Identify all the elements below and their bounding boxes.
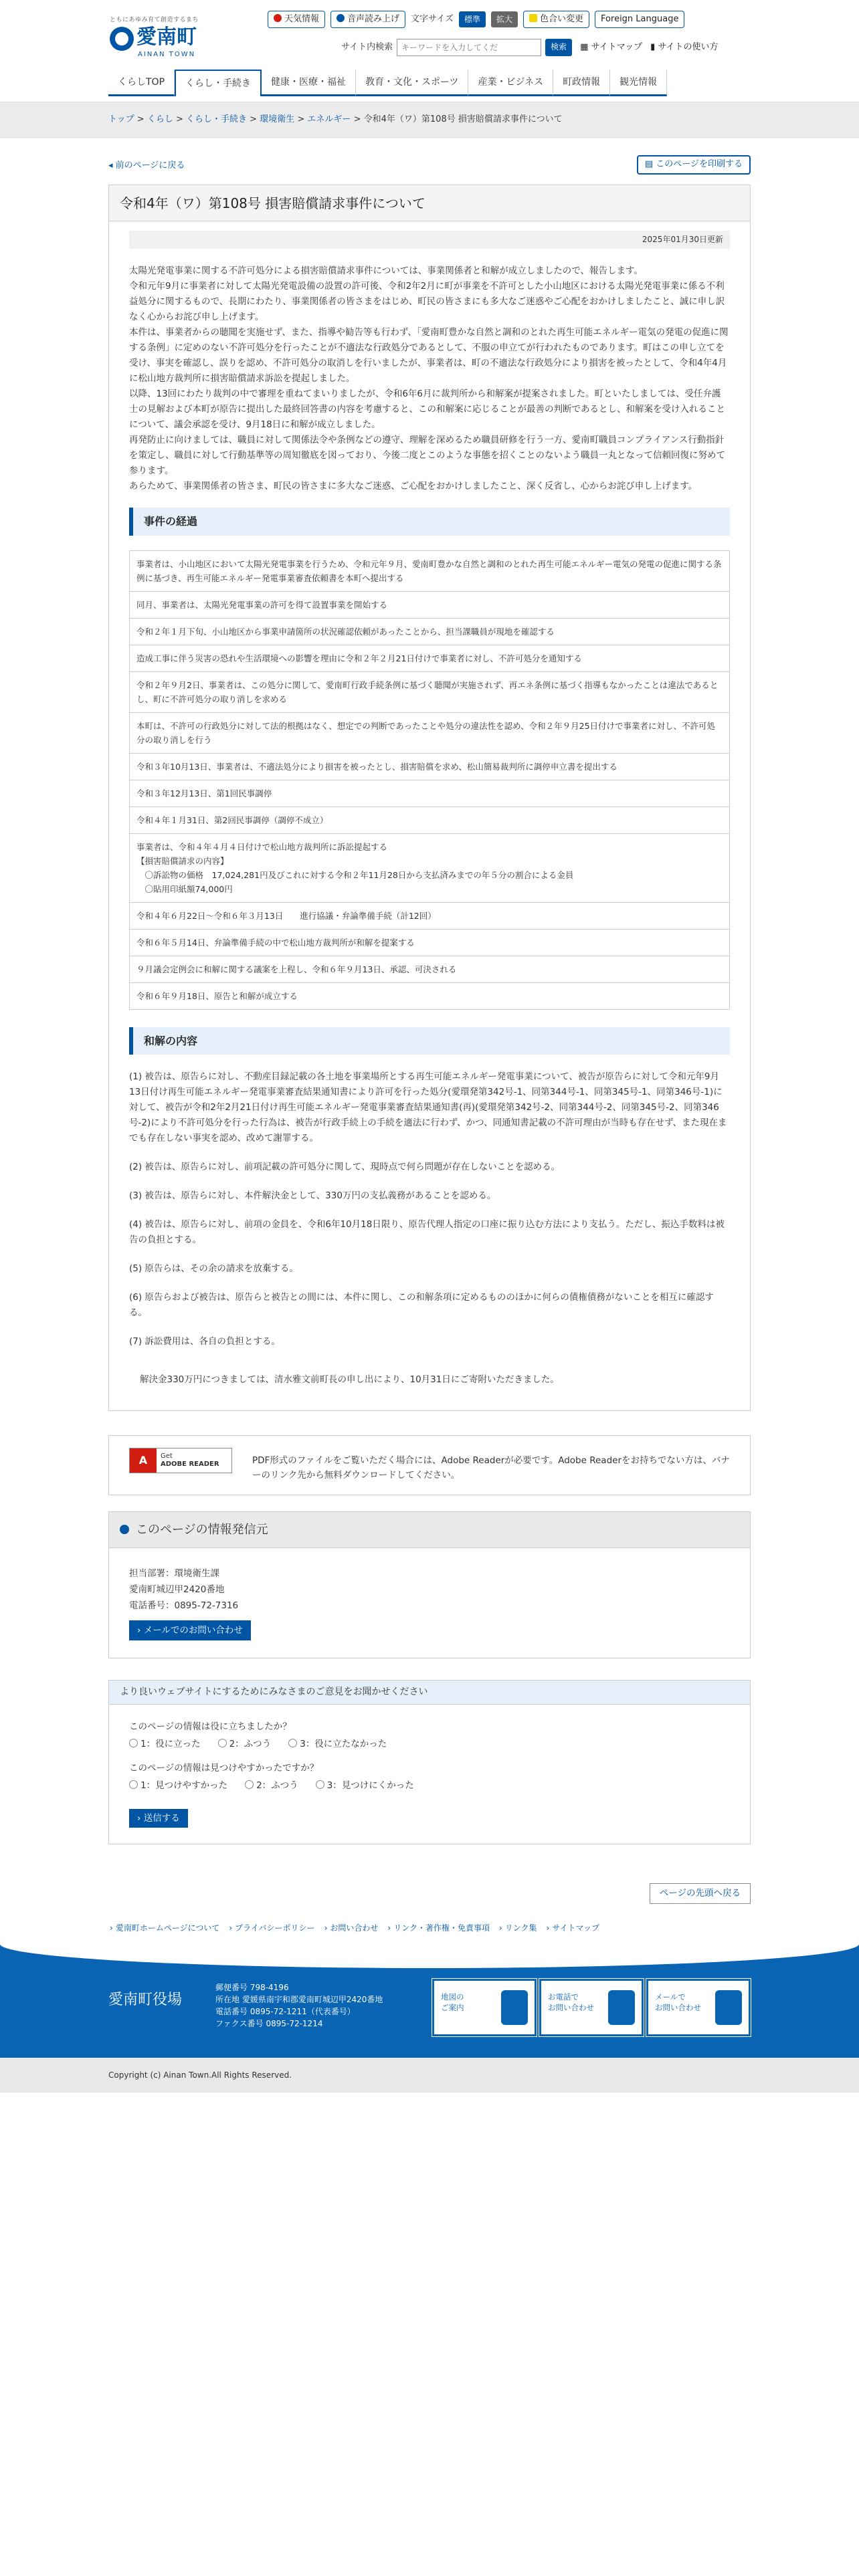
page-tools: [108, 138, 751, 185]
table-row: [130, 807, 730, 833]
howto-link[interactable]: ▮ サイトの使い方: [650, 41, 719, 52]
breadcrumb-sep: >: [175, 114, 183, 124]
breadcrumb-current: 令和4年（ワ）第108号 損害賠償請求事件について: [363, 114, 563, 124]
font-normal-button[interactable]: 標準: [459, 11, 486, 27]
prev-page-link[interactable]: ◂ 前のページに戻る: [108, 160, 185, 171]
footer-link-about[interactable]: › 愛南町ホームページについて: [110, 1922, 219, 1935]
footer-zip: 郵便番号 798-4196: [215, 1982, 289, 1992]
breadcrumb-sep: >: [297, 114, 305, 124]
q2-radio-1[interactable]: 1：見つけやすかった: [129, 1778, 227, 1793]
table-cell: 令和３年10月13日、事業者は、不適法処分により損害を被ったとし、損害賠償を求め、松山簡易裁判所に調停申立書を提出する: [130, 753, 730, 780]
read-aloud-button[interactable]: 音声読み上げ: [330, 11, 405, 28]
printer-icon: ▤: [644, 159, 656, 169]
intro-text: [129, 263, 730, 494]
table-row: [130, 982, 730, 1009]
table-cell: 本町は、不許可の行政処分に対して法的根拠はなく、想定での判断であったことや処分の違法性を認め、令和２年９月25日付けで事業者に対し、不許可処分の取り消しを行う: [130, 712, 730, 753]
logo-catch: ともにあゆみ育て創造するまち: [110, 17, 199, 23]
footer-address: [215, 1981, 383, 2030]
info-dept: 担当部署：環境衛生課: [129, 1568, 219, 1580]
font-large-button[interactable]: 拡大: [491, 11, 518, 27]
gnav-industry[interactable]: 産業・ビジネス: [468, 70, 553, 96]
term-item: (7) 訴訟費用は、各自の負担とする。: [129, 1336, 280, 1348]
q1-radio-2[interactable]: 2：ふつう: [218, 1737, 272, 1751]
breadcrumb-kankyo[interactable]: 環境衛生: [260, 114, 295, 124]
table-cell: 令和６年５月14日、弁論準備手続の中で松山地方裁判所が和解を提案する: [130, 929, 730, 956]
q2-radio-2[interactable]: 2：ふつう: [245, 1778, 298, 1793]
table-row: [130, 902, 730, 929]
breadcrumb-sep: >: [250, 114, 258, 124]
logo-name: 愛南町: [136, 25, 197, 49]
table-cell: 造成工事に伴う災害の恐れや生活環境への影響を理由に令和２年２月21日付けで事業者に対し、不許可処分を通知する: [130, 645, 730, 671]
timeline-heading: 事件の経過: [129, 508, 730, 536]
footer-tel: 電話番号 0895-72-1211（代表番号）: [215, 2006, 355, 2016]
breadcrumb-sep: >: [136, 114, 145, 124]
table-cell: 令和２年１月下旬、小山地区から事業申請箇所の状況確認依頼があったことから、担当課職員が現地を確認する: [130, 618, 730, 645]
phone-icon: [608, 1990, 635, 2025]
gnav-education[interactable]: 教育・文化・スポーツ: [356, 70, 468, 96]
terms-heading: 和解の内容: [129, 1027, 730, 1055]
term-item: (1) 被告は、原告らに対し、不動産目録記載の各土地を事業場所とする再生可能エネルギー発電事業について、被告が原告らに対して令和元年9月13日付け再生可能エネルギー発電事業審査結果通知書により許可を行った処分(愛環発第342号-1、同第344号-1、同第345号-1、同第346号-1)に対して、被告が令和2年2月21日付け再生可能エネルギー発電事業審査結果通知書(再)(愛環発第342号-2、同第344号-2、同第345号-2、同第346号-2)により不許可処分を行った行為は、被告が行政手続上の手続を適法に行わず、かつ、同通知書記載の不許可理由が当時も存在せず、また現在までも存在しない事実を認め、改めて謝罪する。: [129, 1071, 727, 1144]
footer-links: [108, 1922, 751, 1935]
table-cell: 事業者は、小山地区において太陽光発電事業を行うため、令和元年９月、愛南町豊かな自然と調和のとれた再生可能エネルギー電気の発電の促進に関する条例に基づき、再生可能エネルギー発電事業審査依頼書を本町へ提出する: [130, 550, 730, 591]
table-row: [130, 591, 730, 618]
sitemap-link[interactable]: ▦ サイトマップ: [580, 41, 643, 52]
terms-text: [129, 1069, 730, 1388]
adobe-icon: A: [130, 1448, 157, 1473]
table-cell: 同月、事業者は、太陽光発電事業の許可を得て設置事業を開始する: [130, 591, 730, 618]
chevron-right-icon: ›: [137, 1625, 144, 1636]
timeline-table: [129, 550, 730, 1010]
table-cell: 令和４年１月31日、第2回民事調停（調停不成立）: [130, 807, 730, 833]
table-cell: 令和２年９月2日、事業者は、この処分に関して、愛南町行政手続条例に基づく聴聞が実施されず、再エネ条例に基づく指導もなかったことは違法であるとし、町に不許可処分の取り消しを求める: [130, 671, 730, 712]
footer-link-copyright[interactable]: › リンク・著作権・免責事項: [387, 1922, 490, 1935]
foreign-language-button[interactable]: Foreign Language: [595, 11, 684, 28]
table-row: [130, 550, 730, 591]
intro-paragraph: 再発防止に向けましては、職員に対して関係法令や条例などの遵守、理解を深めるため職員研修を行う一方、愛南町職員コンプライアンス行動指針を策定し、職員に対して行動基準等の周知徹底を図っており、今後二度とこのような事態を招くことのないよう職員一丸となって信頼回復に努めて参ります。: [129, 435, 725, 477]
update-date: 2025年01月30日更新: [129, 231, 730, 249]
table-row: [130, 929, 730, 956]
back-arrow-icon: ◂: [108, 160, 116, 171]
global-nav: [108, 70, 751, 96]
page-title: 令和4年（ワ）第108号 損害賠償請求事件について: [109, 185, 750, 221]
terms-note: 解決金330万円につきましては、清水雅文前町長の申し出により、10月31日にご寄附いただきました。: [140, 1374, 559, 1386]
footer-buttons: [432, 1979, 751, 2036]
site-header: [108, 0, 751, 89]
info-heading: このページの情報発信元: [109, 1512, 750, 1548]
table-row: [130, 833, 730, 902]
survey-q1-options: [129, 1737, 730, 1751]
breadcrumb-tetsuduki[interactable]: くらし・手続き: [186, 114, 248, 124]
footer-location: 所在地 愛媛県南宇和郡愛南町城辺甲2420番地: [215, 1994, 383, 2004]
table-cell: ９月議会定例会に和解に関する議案を上程し、令和６年９月13日、承認、可決される: [130, 956, 730, 982]
intro-paragraph: 令和元年9月に事業者に対して太陽光発電設備の設置の許可後、令和2年2月に町が事業を不許可とした小山地区における太陽光発電事業に係る不利益処分に関するもので、長期にわたり、事業関係者の皆さまをはじめ、町民の皆さまにも多大なご迷惑やご心配をおかけしましたこと、誠に申し訳なく心からお詫び申し上げます。: [129, 281, 725, 323]
bullet-icon: [120, 1525, 129, 1534]
chevron-right-icon: ›: [137, 1812, 144, 1824]
footer-fax: ファクス番号 0895-72-1214: [215, 2018, 323, 2028]
info-tel: 電話番号：0895-72-7316: [129, 1600, 239, 1612]
map-guide-button[interactable]: 地図の ご案内: [432, 1979, 537, 2036]
info-address: 愛南町城辺甲2420番地: [129, 1584, 225, 1596]
table-row: [130, 780, 730, 807]
table-cell: 令和３年12月13日、第1回民事調停: [130, 780, 730, 807]
term-item: (5) 原告らは、その余の請求を放棄する。: [129, 1263, 298, 1275]
weather-icon: [274, 14, 282, 22]
logo-en: AINAN TOWN: [138, 51, 196, 58]
survey-form: [108, 1680, 751, 1844]
term-item: (4) 被告は、原告らに対し、前項の金員を、令和6年10月18日限り、原告代理人指定の口座に振り込む方法により支払う。ただし、振込手数料は被告の負担とする。: [129, 1219, 725, 1246]
footer-link-sitemap[interactable]: › サイトマップ: [547, 1922, 600, 1935]
mail-inquiry-footer-button[interactable]: メールで お問い合わせ: [646, 1979, 751, 2036]
book-icon: ▮: [650, 41, 656, 52]
term-item: (2) 被告は、原告らに対し、前項記載の許可処分に関して、現時点で何ら問題が存在しないことを認める。: [129, 1162, 561, 1173]
intro-paragraph: 太陽光発電事業に関する不許可処分による損害賠償請求事件については、事業関係者と和解が成立しましたので、報告します。: [129, 265, 643, 277]
table-row: [130, 753, 730, 780]
q2-radio-3[interactable]: 3：見つけにくかった: [316, 1778, 414, 1793]
gnav-town-info[interactable]: 町政情報: [553, 70, 610, 96]
map-pin-icon: [501, 1990, 528, 2025]
breadcrumb-top[interactable]: トップ: [108, 114, 134, 124]
site-footer: [0, 1944, 859, 2058]
gnav-kurashi-tetsuduki[interactable]: くらし・手続き: [175, 70, 262, 96]
term-item: (6) 原告らおよび被告は、原告らと被告との間には、本件に関し、この和解条項に定めるもののほかに何らの債権債務がないことを相互に確認する。: [129, 1292, 714, 1319]
footer-link-contact[interactable]: › お問い合わせ: [324, 1922, 379, 1935]
breadcrumb-energy[interactable]: エネルギー: [307, 114, 351, 124]
breadcrumb-sep: >: [353, 114, 361, 124]
page-top-row: [108, 1872, 751, 1922]
breadcrumb-kurashi[interactable]: くらし: [147, 114, 173, 124]
gnav-kurashi-top[interactable]: くらしTOP: [108, 70, 175, 96]
table-cell: 事業者は、令和４年４月４日付けで松山地方裁判所に訴訟提起する 【損害賠償請求の内容】 〇訴訟物の価格 17,024,281円及びこれに対する令和２年11月28日から支払済みまでの年５分の割合による金員 〇貼用印紙額74,000円: [130, 833, 730, 902]
sitemap-icon: ▦: [580, 41, 589, 52]
search-label: サイト内検索: [341, 41, 393, 52]
q1-radio-1[interactable]: 1：役に立った: [129, 1737, 201, 1751]
table-row: [130, 712, 730, 753]
banner-name: ADOBE READER: [161, 1461, 219, 1469]
table-row: [130, 645, 730, 671]
table-row: [130, 618, 730, 645]
survey-q2: このページの情報は見つけやすかったですか？: [129, 1762, 319, 1774]
intro-paragraph: 以降、13回にわたり裁判の中で審理を重ねてまいりましたが、令和6年6月に裁判所から和解案が提案されました。町といたしましては、受任弁護士の見解および本町が原告に提出した最終回答書の内容を考慮すると、この和解案に応じることが最善の判断であるとし、和解案を受け入れることについて、議会承認を受け、9月18日に和解が成立しました。: [129, 389, 725, 431]
intro-paragraph: 本件は、事業者からの聴聞を実施せず、また、指導や勧告等も行わず、「愛南町豊かな自然と調和のとれた再生可能エネルギー電気の発電の促進に関する条例」に定めのない不許可処分を行ったことが不適法な行政処分であるとして、不服の申立てが行われたものであります。町はこの申し立てを受け、事実を確認し、誤りを認め、不許可処分の取消しを行いましたが、事業者は、町の不適法な行政処分により損害を被ったとして、令和4年4月に松山地方裁判所に損害賠償請求訴訟を提起しました。: [129, 327, 729, 385]
table-cell: 令和４年６月22日～令和６年３月13日 進行協議・弁論準備手続（計12回）: [130, 902, 730, 929]
page-top-button[interactable]: ページの先頭へ戻る: [650, 1883, 751, 1905]
palette-icon: [529, 14, 537, 22]
site-search: [341, 39, 719, 56]
survey-q1: このページの情報は役に立ちましたか？: [129, 1721, 292, 1732]
font-size-label: 文字サイズ: [411, 13, 454, 24]
q1-radio-3[interactable]: 3：役に立たなかった: [288, 1737, 387, 1751]
pdf-notice: [108, 1435, 751, 1495]
send-button[interactable]: › 送信する: [129, 1809, 188, 1828]
utility-bar: [268, 9, 684, 29]
banner-get: Get: [161, 1453, 173, 1461]
pdf-text: PDF形式のファイルをご覧いただく場合には、Adobe Readerが必要です。Adobe Readerをお持ちでない方は、バナーのリンク先から無料ダウンロードしてください。: [252, 1455, 730, 1481]
term-item: (3) 被告は、原告らに対し、本件解決金として、330万円の支払義務があることを認める。: [129, 1190, 496, 1202]
logo-mark-icon: [110, 27, 134, 51]
table-row: [130, 671, 730, 712]
tel-inquiry-button[interactable]: お電話で お問い合わせ: [539, 1979, 644, 2036]
mail-icon: [715, 1990, 742, 2025]
copyright-bar: [0, 2058, 859, 2092]
gnav-health[interactable]: 健康・医療・福祉: [262, 70, 356, 96]
main-content: [108, 185, 751, 1411]
speaker-icon: [337, 14, 345, 22]
footer-wave: [0, 1944, 859, 1968]
breadcrumb: [108, 102, 751, 137]
footer-title: 愛南町役場: [108, 1991, 183, 2008]
search-button[interactable]: 検索: [545, 39, 572, 56]
color-change-button[interactable]: 色合い変更: [523, 11, 589, 28]
search-input[interactable]: [397, 39, 541, 56]
footer-link-privacy[interactable]: › プライバシーポリシー: [229, 1922, 314, 1935]
breadcrumb-bar: [0, 102, 859, 138]
survey-heading: より良いウェブサイトにするためにみなさまのご意見をお聞かせください: [109, 1681, 750, 1704]
weather-button[interactable]: 天気情報: [268, 11, 325, 28]
copyright-text: Copyright (c) Ainan Town.All Rights Reserved.: [108, 2070, 292, 2080]
survey-q2-options: [129, 1778, 730, 1793]
table-row: [130, 956, 730, 982]
gnav-tourism[interactable]: 観光情報: [610, 70, 667, 96]
intro-paragraph: あらためて、事業関係者の皆さま、町民の皆さまに多大なご迷惑、ご心配をおかけしましたこと、深く反省し、心からお詫び申し上げます。: [129, 481, 698, 492]
print-button[interactable]: ▤ このページを印刷する: [637, 155, 751, 175]
site-logo[interactable]: [110, 16, 230, 59]
footer-link-links[interactable]: › リンク集: [499, 1922, 537, 1935]
info-source: [108, 1511, 751, 1658]
adobe-reader-banner[interactable]: [129, 1448, 232, 1473]
mail-inquiry-button[interactable]: › メールでのお問い合わせ: [129, 1620, 251, 1640]
table-cell: 令和６年９月18日、原告と和解が成立する: [130, 982, 730, 1009]
